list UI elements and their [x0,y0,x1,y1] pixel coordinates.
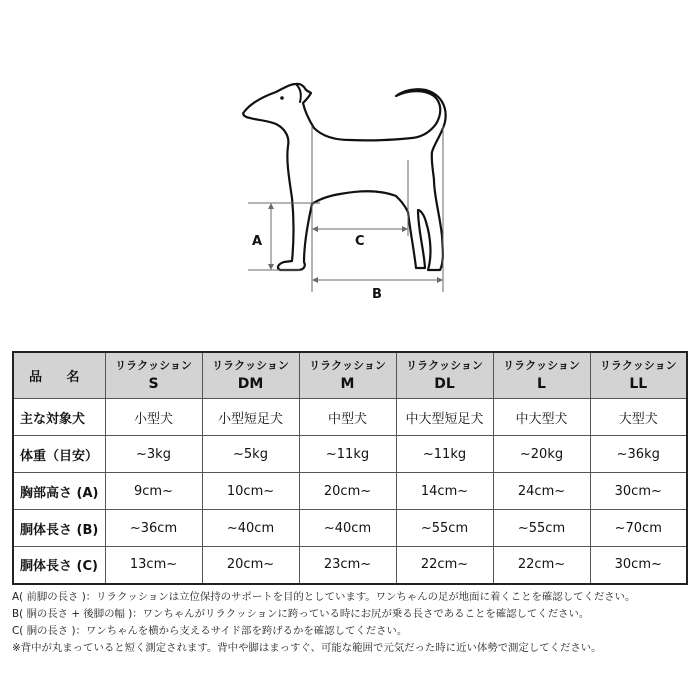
note-b: B( 胴の長さ + 後脚の幅 )：ワンちゃんがリラクッションに跨っている時にお尻が乗る長さであることを確認してください。 [12,608,590,620]
table-header-row [13,352,687,399]
table-cell: 小型犬 [105,399,202,436]
column-header-series: リラクッション [503,358,580,372]
table-cell: 22cm~ [396,547,493,584]
table-cell: 30cm~ [590,547,687,584]
table-cell: 13cm~ [105,547,202,584]
table-cell: 小型短足犬 [202,399,299,436]
table-cell: ~11kg [396,436,493,473]
row-label: 胴体長さ (B) [13,510,105,547]
row-label: 胸部高さ (A) [13,473,105,510]
column-header-s [105,352,202,399]
table-cell: ~36cm [105,510,202,547]
table-cell: ~36kg [590,436,687,473]
dimension-label-a: A [252,234,263,249]
table-cell: ~55cm [493,510,590,547]
table-cell: 20cm~ [202,547,299,584]
dimension-label-c: C [355,234,365,249]
note-posture: ※背中が丸まっていると短く測定されます。背中や脚はまっすぐ、可能な範囲で元気だった時に近い体勢で測定してください。 [12,642,602,654]
table-cell: ~40cm [202,510,299,547]
table-row-body-length-b [13,510,687,547]
column-header-size: L [537,375,546,392]
column-header-series: リラクッション [599,358,677,372]
table-cell: 24cm~ [493,473,590,510]
table-cell: 10cm~ [202,473,299,510]
column-header-series: リラクッション [212,358,289,372]
note-c: C( 胴の長さ )：ワンちゃんを横から支えるサイド部を跨げるかを確認してください。 [12,625,408,637]
dog-measurement-diagram [0,0,700,320]
table-row-body-length-c [13,547,687,584]
size-table [12,351,688,585]
table-cell: 22cm~ [493,547,590,584]
row-label: 胴体長さ (C) [13,547,105,584]
table-cell: ~70cm [590,510,687,547]
table-cell: ~20kg [493,436,590,473]
dog-eye [280,96,284,100]
column-header-dm [202,352,299,399]
column-header-series: リラクッション [115,358,192,372]
table-row-chest-height [13,473,687,510]
row-label: 体重（目安） [13,436,105,473]
measurement-notes [12,589,696,657]
table-cell: ~55cm [396,510,493,547]
table-cell: 中大型犬 [493,399,590,436]
table-cell: 中大型短足犬 [396,399,493,436]
column-header-series: リラクッション [406,358,483,372]
note-a: A( 前脚の長さ )：リラクッションは立位保持のサポートを目的としています。ワンちゃんの足が地面に着くことを確認してください。 [12,591,636,603]
column-header-ll [590,352,687,399]
table-cell: ~3kg [105,436,202,473]
table-cell: 14cm~ [396,473,493,510]
column-header-m [299,352,396,399]
column-header-size: DM [237,375,264,392]
dog-silhouette [243,84,445,270]
product-name-header: 品 名 [13,352,105,399]
column-header-size: S [148,375,159,392]
dimension-label-b: B [372,287,382,302]
table-cell: 中型犬 [299,399,396,436]
table-cell: 23cm~ [299,547,396,584]
table-cell: 20cm~ [299,473,396,510]
column-header-size: M [340,375,355,392]
table-cell: 30cm~ [590,473,687,510]
table-cell: 9cm~ [105,473,202,510]
table-row-weight [13,436,687,473]
table-cell: ~11kg [299,436,396,473]
column-header-dl [396,352,493,399]
table-cell: 大型犬 [590,399,687,436]
column-header-size: LL [629,375,648,392]
row-label: 主な対象犬 [13,399,105,436]
table-cell: ~40cm [299,510,396,547]
column-header-series: リラクッション [309,358,386,372]
table-cell: ~5kg [202,436,299,473]
table-row-target-dog [13,399,687,436]
column-header-l [493,352,590,399]
column-header-size: DL [434,375,455,392]
